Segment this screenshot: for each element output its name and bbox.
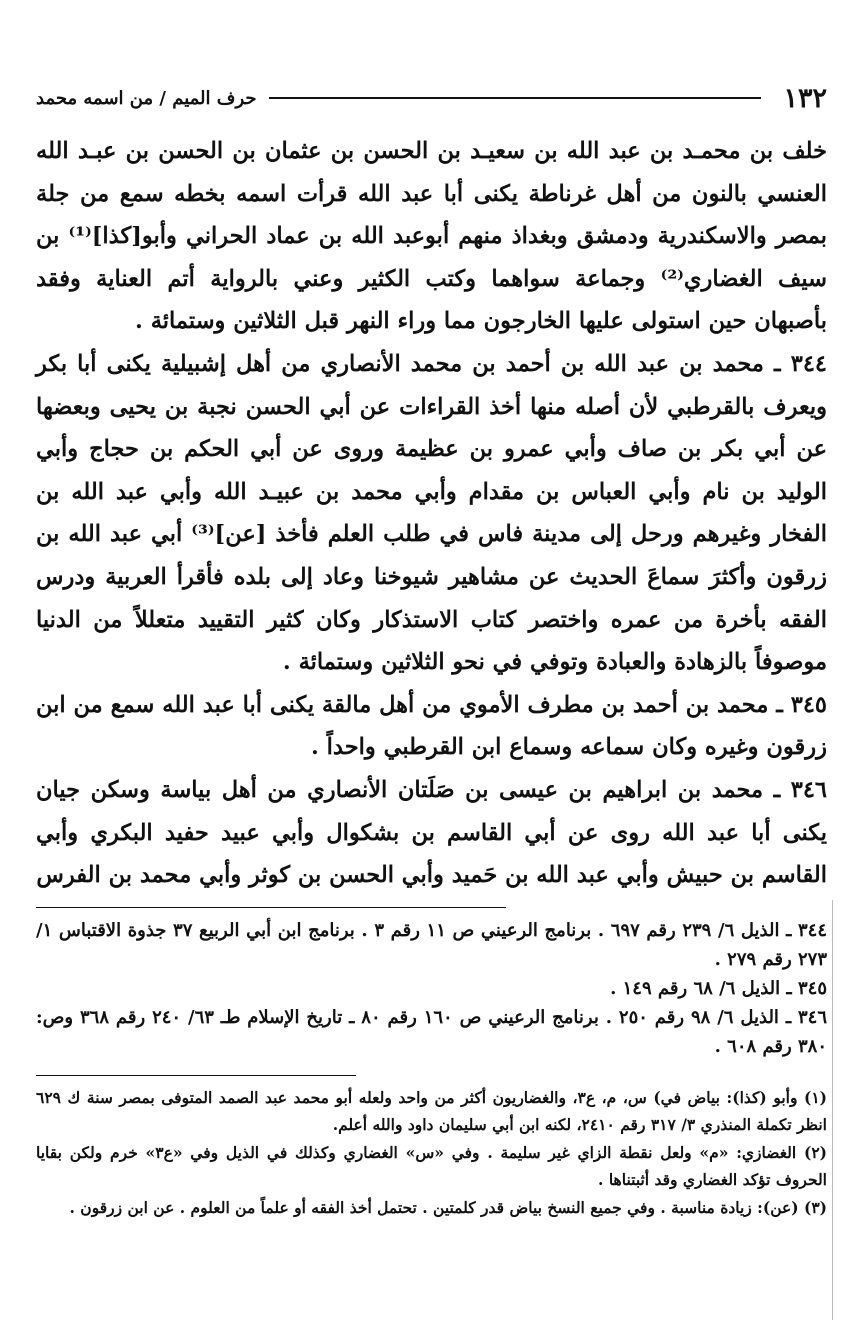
page-header	[36, 78, 827, 118]
entry-344: ٣٤٤ ـ محمد بن عبد الله بن أحمد بن محمد الأنصاري من أهل إشبيلية يكنى أبا بكر ويعرف بالقرطبي لأن أصله منها أخذ القراءات عن أبي الحسن نجبة بن يحيى وبعضها عن أبي بكر بن صاف وأبي عمرو بن عظيمة وروى عن أبي الحكم بن حجاج وأبي الوليد بن نام وأبي العباس بن مقدام وأبي محمد بن عبيـد الله وأبي عبد الله بن الفخار وغيرهم ورحل إلى مدينة فاس في طلب العلم فأخذ [عن]⁽³⁾ أبي عبد الله بن زرقون وأكثرَ سماعَ الحديث عن مشاهير شيوخنا وعاد إلى بلده فأقرأ العربية ودرس الفقه بأخرة من عمره واختصر كتاب الاستذكار وكان كثير التقييد متعللاً من الدنيا موصوفاً بالزهادة والعبادة وتوفي في نحو الثلاثين وستمائة .	[36, 350, 827, 676]
sources-divider	[36, 907, 506, 908]
footnotes	[36, 1084, 827, 1222]
footnote: (٣) (عن): زيادة مناسبة . وفي جميع النسخ بياض قدر كلمتين . تحتمل أخذ الفقه أو علماً من العلوم . عن ابن زرقون .	[69, 1197, 827, 1217]
footnote: (٢) الغضازي: «م» ولعل نقطة الزاي غير سليمة . وفي «س» الغضاري وكذلك في الذيل وفي «ع٣» خرم ولكن بقايا الحروف تؤكد الغضاري وقد أثبتناها .	[36, 1142, 827, 1190]
entry-346: ٣٤٦ ـ محمد بن ابراهيم بن عيسى بن صَلَتان الأنصاري من أهل بياسة وسكن جيان يكنى أبا عبد الله روى عن أبي القاسم بن بشكوال وأبي عبيد حفيد البكري وأبي القاسم بن حبيش وأبي عبد الله بن حَميد وأبي الحسن بن كوثر وأبي محمد بن الفرس	[36, 776, 827, 889]
header-rule	[269, 97, 762, 99]
main-text	[36, 130, 827, 897]
source-reference: ٣٤٤ ـ الذيل ٦/ ٢٣٩ رقم ٦٩٧ . برنامج الرعيني ص ١١ رقم ٣ . برنامج ابن أبي الربيع ٣٧ جذوة الاقتباس ١/ ٢٧٣ رقم ٢٧٩ .	[36, 919, 828, 970]
scan-edge-line	[832, 900, 833, 1320]
running-title: حرف الميم / من اسمه محمد	[36, 87, 257, 109]
source-reference: ٣٤٦ ـ الذيل ٦/ ٩٨ رقم ٢٥٠ . برنامج الرعيني ص ١٦٠ رقم ٨٠ ـ تاريخ الإسلام طـ ٦٣/ ٢٤٠ رقم ٣٦٨ وص: ٣٨٠ رقم ٦٠٨ .	[36, 1006, 828, 1057]
footnote: (١) وأبو (كذا): بياض في) س، م، ع٣، والغضاريون أكثر من واحد ولعله أبو محمد عبد الصمد المتوفى بمصر سنة ك ٦٢٩ انظر تكملة المنذري ٣/ ٣١٧ رقم ٢٤١٠، لكنه ابن أبي سليمان داود والله أعلم.	[36, 1087, 828, 1135]
footnotes-divider	[36, 1075, 356, 1076]
page-number: ١٣٢	[783, 82, 827, 114]
source-references	[36, 916, 827, 1061]
entry-345: ٣٤٥ ـ محمد بن أحمد بن مطرف الأموي من أهل مالقة يكنى أبا عبد الله سمع من ابن زرقون وغيره وكان سماعه وسماع ابن القرطبي واحداً .	[36, 691, 827, 761]
source-reference: ٣٤٥ ـ الذيل ٦/ ٦٨ رقم ١٤٩ .	[610, 977, 827, 999]
entry-continuation: خلف بن محمـد بن عبد الله بن سعيـد بن الحسن بن عثمان بن الحسن بن عبـد الله العنسي بالنون من أهل غرناطة يكنى أبا عبد الله قرأت اسمه بخطه سمع من جلة بمصر والاسكندرية ودمشق وبغداذ منهم أبوعبد الله بن عماد الحراني وأبو[كذا]⁽¹⁾ بن سيف الغضاري⁽²⁾ وجماعة سواهما وكتب الكثير وعني بالرواية أتم العناية وفقد بأصبهان حين استولى عليها الخارجون مما وراء النهر قبل الثلاثين وستمائة .	[36, 138, 827, 335]
